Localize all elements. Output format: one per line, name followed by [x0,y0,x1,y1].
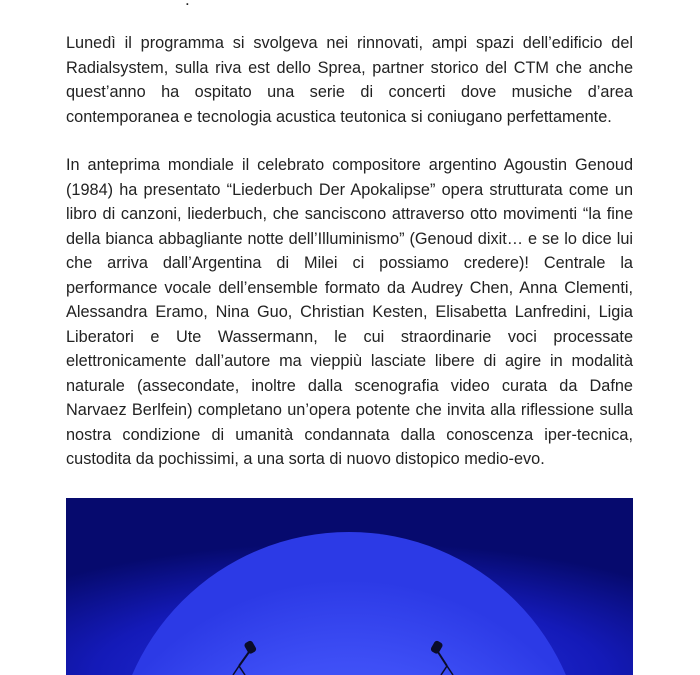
article-paragraph: In anteprima mondiale il celebrato compositore argentino Agoustin Genoud (1984) ha presentato “Liederbuch Der Apokalipse” opera strutturata come un libro di canzoni, liederbuch, che sanciscono attraverso otto movimenti “la fine della bianca abbagliante notte dell’Illuminismo” (Genoud dixit… e se lo dice lui che arriva dall’Argentina di Milei ci possiamo credere)! Centrale la performance vocale dell’ensemble formato da Audrey Chen, Anna Clementi, Alessandra Eramo, Nina Guo, Christian Kesten, Elisabetta Lanfredini, Ligia Liberatori e Ute Wassermann, le cui straordinarie voci processate elettronicamente dall’autore ma vieppiù lasciate libere di agire in modalità naturale (assecondate, inoltre dalla scenografia video curata da Dafne Narvaez Berlfein) completano un’opera potente che invita alla riflessione sulla nostra condizione di umanità condannata dalla conoscenza iper-tecnica, custodita da pochissimi, a una sorta di nuovo distopico medio-evo. [66,156,633,468]
article-paragraph: Lunedì il programma si svolgeva nei rinnovati, ampi spazi dell’edificio del Radialsystem, sulla riva est dello Sprea, partner storico del CTM che anche quest’anno ha ospitato una serie di concerti dove musiche d’area contemporanea e tecnologia acustica teutonica si coniugano perfettamente. [66,34,633,126]
cut-off-text-fragment [185,0,190,13]
stage-illustration [66,498,633,675]
concert-photo [66,498,633,675]
